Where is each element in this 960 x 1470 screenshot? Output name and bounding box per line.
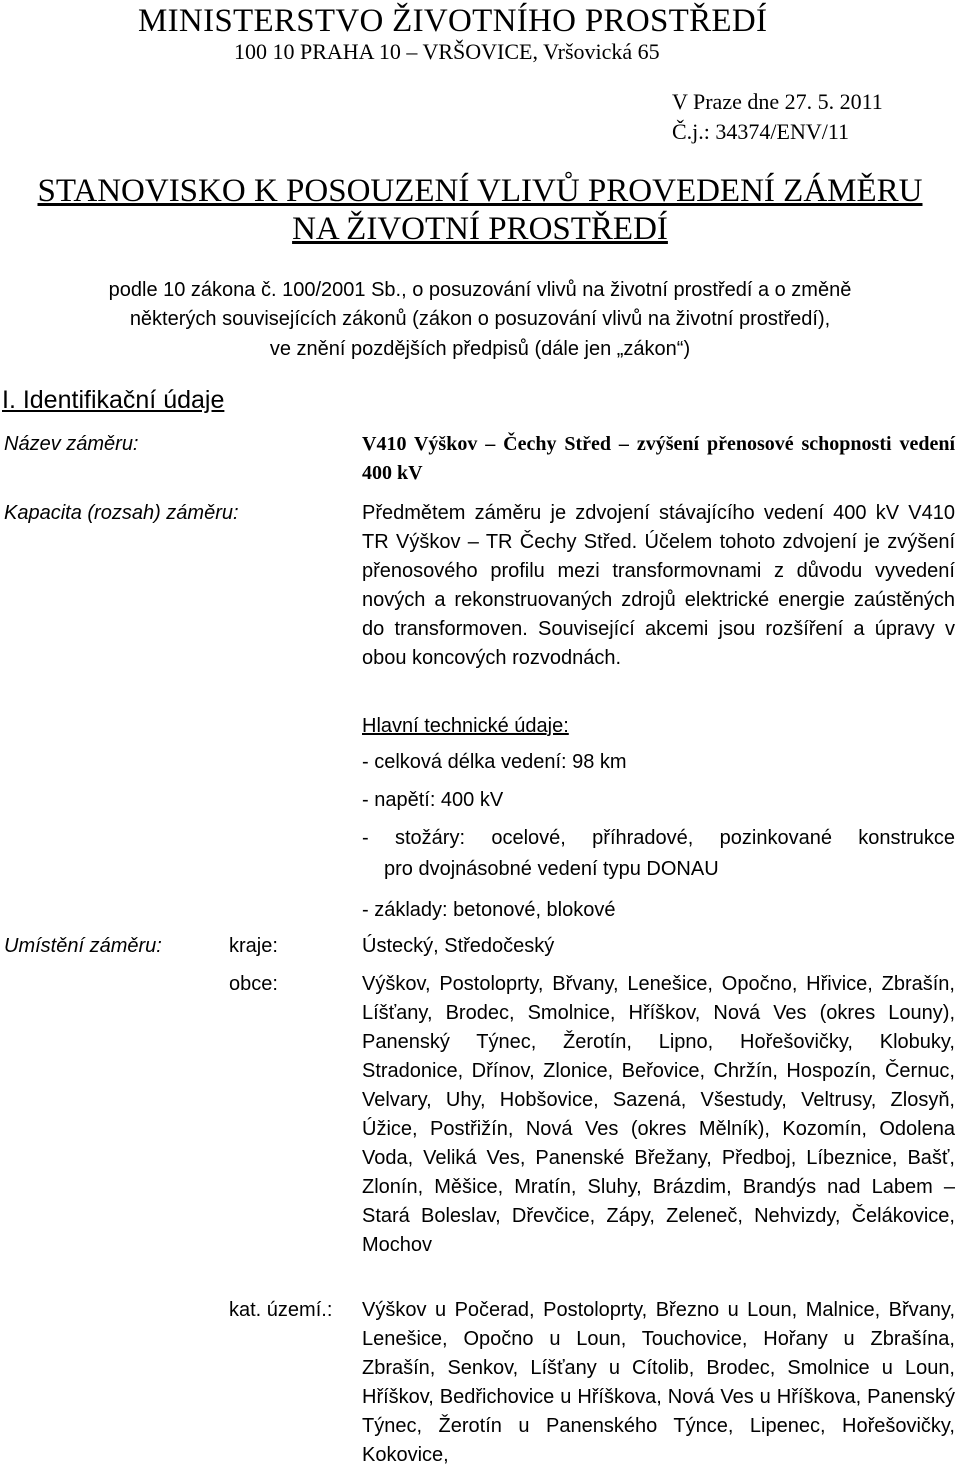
cadastre-label: kat. území.: [229, 1299, 333, 1321]
reference-number: Č.j.: 34374/ENV/11 [672, 119, 850, 144]
subtitle-line2: některých souvisejících zákonů (zákon o posuzování vlivů na životní prostředí), [129, 308, 831, 330]
ministry-address: 100 10 PRAHA 10 – VRŠOVICE, Vršovická 65 [234, 39, 660, 64]
subtitle-line3: ve znění pozdějších předpisů (dále jen „zákon“) [269, 338, 691, 360]
document-title-line1: STANOVISKO K POSOUZENÍ VLIVŮ PROVEDENÍ ZÁMĚRU [37, 173, 923, 209]
cadastre-value: Výškov u Počerad, Postoloprty, Březno u Loun, Malnice, Břvany, Lenešice, Opočno u Loun, Touchovice, Hořany u Zbrašína, Zbrašín, Senkov, Líšťany u Cítolib, Brodec, Smolnice u Loun, Hříškov, Bedřichovice u Hříškova, Nová Ves u Hříškova, Panenský Týnec, Žerotín u Panenského Týnce, Lipenec, Hořešovičky, Kokovice, [362, 1299, 955, 1466]
tech-voltage: - napětí: 400 kV [362, 789, 504, 811]
tech-pylons-cont: pro dvojnásobné vedení typu DONAU [384, 858, 719, 880]
tech-pylons [362, 824, 955, 853]
ministry-name: MINISTERSTVO ŽIVOTNÍHO PROSTŘEDÍ [138, 3, 768, 39]
capacity-text: Předmětem záměru je zdvojení stávajícího vedení 400 kV V410 TR Výškov – TR Čechy Střed. Účelem tohoto zdvojení je zvýšení přenosového profilu mezi transformovnami z důvodu vyvedení nových a rekonstruovaných zdrojů elektrické energie zaústěných do transformoven. Související akcemi jsou rozšíření a úpravy v obou koncových rozvodnách. [362, 502, 955, 669]
project-name-value: V410 Výškov – Čechy Střed – zvýšení přenosové schopnosti vedení 400 kV [362, 433, 955, 484]
tech-pylons-text: - stožáry: ocelové, příhradové, pozinkované konstrukce [362, 827, 955, 849]
regions-label: kraje: [229, 935, 278, 957]
document-title-line2: NA ŽIVOTNÍ PROSTŘEDÍ [292, 211, 668, 247]
section-heading: I. Identifikační údaje [2, 386, 225, 414]
tech-length: - celková délka vedení: 98 km [362, 751, 627, 773]
document-date: V Praze dne 27. 5. 2011 [672, 89, 883, 114]
tech-heading: Hlavní technické údaje: [362, 715, 569, 737]
tech-foundations: - základy: betonové, blokové [362, 899, 616, 921]
municipalities-value: Výškov, Postoloprty, Břvany, Lenešice, Opočno, Hřivice, Zbrašín, Líšťany, Brodec, Smolnice, Hříškov, Nová Ves (okres Louny), Panenský Týnec, Žerotín, Lipno, Hořešovičky, Klobuky, Stradonice, Dřínov, Zlonice, Beřovice, Chržín, Hospozín, Černuc, Velvary, Uhy, Hobšovice, Sazená, Všestudy, Veltrusy, Zlosyň, Úžice, Postřižín, Nová Ves (okres Mělník), Kozomín, Odolena Voda, Veliká Ves, Panenské Břežany, Předboj, Líbeznice, Bašť, Zlonín, Měšice, Mratín, Sluhy, Brázdim, Brandýs nad Labem – Stará Boleslav, Dřevčice, Zápy, Zeleneč, Nehvizdy, Čelákovice, Mochov [362, 973, 955, 1256]
subtitle-line1: podle 10 zákona č. 100/2001 Sb., o posuzování vlivů na životní prostředí a o změně [108, 279, 852, 301]
location-label: Umístění záměru: [4, 935, 162, 957]
regions-value: Ústecký, Středočeský [362, 935, 555, 957]
municipalities-label: obce: [229, 973, 278, 995]
project-name-label: Název záměru: [4, 433, 139, 455]
capacity-label: Kapacita (rozsah) záměru: [4, 502, 239, 524]
